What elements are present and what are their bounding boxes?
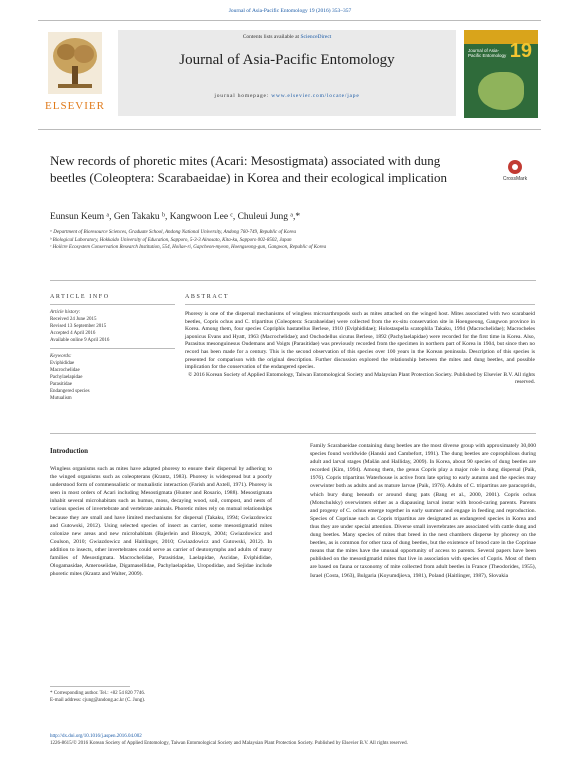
keywords-label: Keywords:	[50, 354, 72, 359]
journal-cover	[464, 30, 538, 118]
article-history	[50, 309, 175, 344]
cover-image	[478, 72, 524, 110]
elsevier-logo	[40, 30, 110, 118]
journal-homepage: journal homepage: www.elsevier.com/locate/jape	[214, 93, 360, 99]
abstract-section	[185, 294, 535, 387]
publisher-name: ELSEVIER	[45, 100, 105, 112]
article-title: New records of phoretic mites (Acari: Mesostigmata) associated with dung beetles (Coleoptera: Scarabaeidae) in Korea and their ecological implication	[50, 153, 448, 185]
sciencedirect-link[interactable]: ScienceDirect	[300, 34, 332, 40]
journal-citation	[0, 8, 580, 14]
keyword-item: Eviphididae	[50, 361, 75, 366]
divider	[50, 348, 175, 349]
keyword-item: Parasitidae	[50, 382, 72, 387]
cover-volume: 19	[509, 40, 532, 62]
abstract-body: Phoresy is one of the dispersal mechanisms of wingless microarthropods such as mites attached on the winged host. Mites associated with two scarabaeid beetles, Copris ochus and C. tripartitus (Coleoptera: Scarabaeidae) were collected from the ex-situ conservation site in Hoengseong, Gangwon province in Korea. Among them, four species Copriphis hastatellus Berlese, 1910 (Eviphididae); Holostaspella scatophila Takaku, 1994 (Macrochelidae); Macrocheles japonicus Evans and Hyatt, 1963 (Macrochelidae); and Onchodellus sicutus Berlese, 1892 (Pachylaelapidae) were recorded for the first time in Korea. Also, Parasitus mesonguinesus Oudemans and Voigts (Parasitidae) was previously recorded from the specimen in northern part of Korea in 1904, but since then no record has been made for a century. This is the second observation of this species over 100 years in the Korean peninsula. Description of this species is presented for comparison with the original description. Further discussion explored the relationship between the mites and dung beetles, and possible implication for the conservation of the endangered species.	[185, 311, 535, 371]
crossmark-button[interactable]	[495, 160, 535, 192]
history-label: Article history:	[50, 310, 81, 315]
journal-title: Journal of Asia-Pacific Entomology	[179, 52, 395, 68]
body-column-right: Family Scarabaeidae containing dung beetles are the most diverse group with approximately 30,000 species found worldwide (Hanski and Cambefort, 1991). The dung beetles are coprophilous during adult and larval stages (Mašán and Halliday, 2009). In Korea, about 90 species of dung beetles are recorded (Kim, 1994). Among them, the genus Copris play a major role in dung dispersal (Paik, 1976). Copris tripartitus Waterhouse is active from late spring to early autumn and the species may overwinter both as adults and as mature larvae (Paik, 1976). Adults of C. tripartitus are paracoprids, which bury dung beneath or around dung pats (Bang et al., 2000, 2001). Copris ochus (Motschulsky) overwinters either as a diapausing larval instar with brood-caring parents. Parents and progeny of C. ochus emerge together in early summer and engage in feeding and reproduction. Species of Coprinae such as Copris tripartitus are designated as endangered species in Korea and thus they are under special attention. Diverse small invertebrates are associated with cattle dung and dung beetles. Many species of mites that breed in the nest chambers disperse by phoresy on the beetles, as is common for other taxa of dung beetles, but the existence of brood care in the Coprinae means that the mites have the unusual opportunity of access to parents. Several papers have been published on the mesostigmatid mites that live in association with species of Copris. Most of them are based on fauna or taxonomy of mite collected from adult beetles in France (Theodorides, 1955), Israel (Costa, 1963), Bulgaria (Koyumdjieva, 1981), Poland (Haitlinger, 1987), Slovakia	[310, 443, 536, 579]
divider	[50, 304, 175, 305]
keyword-item: Pachylaelapidae	[50, 375, 83, 380]
abstract-copyright: © 2016 Korean Society of Applied Entomology, Taiwan Entomological Society and Malaysian Plant Protection Society. Published by Elsevier B.V. All rights reserved.	[188, 371, 535, 386]
homepage-link[interactable]: www.elsevier.com/locate/jape	[271, 93, 360, 99]
footer	[50, 733, 536, 747]
contents-line: Contents lists available at ScienceDirect	[242, 34, 332, 40]
crossmark-label: CrossMark	[502, 176, 528, 182]
issn-copyright: 1226-8615/© 2016 Korean Society of Applied Entomology, Taiwan Entomological Society and Malaysian Plant Protection Society. Published by Elsevier B.V. All rights reserved.	[50, 741, 408, 746]
footnote-divider	[50, 686, 130, 687]
divider	[50, 280, 536, 281]
elsevier-tree-icon	[48, 32, 102, 94]
history-item: Accepted 4 April 2016	[50, 331, 96, 336]
article-info	[50, 294, 175, 402]
article-info-heading: ARTICLE INFO	[50, 294, 110, 300]
keyword-item: Mutualism	[50, 396, 72, 401]
keyword-item: Endangered species	[50, 389, 90, 394]
author-email[interactable]: E-mail address: cjung@andong.ac.kr (C. Jung).	[50, 698, 146, 703]
section-heading: Introduction	[50, 447, 88, 455]
keyword-item: Macrochelidae	[50, 368, 80, 373]
crossmark-icon	[508, 160, 522, 174]
journal-info-box	[118, 30, 456, 116]
citation-link[interactable]: Journal of Asia-Pacific Entomology 19 (2016) 353–357	[228, 8, 352, 14]
history-item: Available online 9 April 2016	[50, 338, 110, 343]
divider	[185, 304, 535, 305]
body-column-left: Wingless organisms such as mites have adapted phoresy to ensure their dispersal by adhering to the winged organisms such as coleopterans (Krantz, 1983). Phoresy is widespread but a poorly understood form of commensalistic or mutualistic interaction (Farish and Axtell, 1971). Phoresy is seen in most orders of Acari including Mesostigmata (Hunter and Rosario, 1988). Mesostigmata inhabit several microhabitats such as humus, moss, decaying wood, soil, compost, and nests of various species of invertebrate and vertebrate animals. Phoretic mites rely on mutual relationships because they are small and have limited mechanisms for dispersal (Takaku, 1994; Gwiazdowicz and Gutowski, 2012). Using selected species of insect as carrier, some mesostigmatid mites colonize new areas and new microhabitats (Bajerlein and Bloszyk, 2004; Gwiazdowicz and Coulson, 2010; Gwiazdowicz and Haitlinger, 2010; Gwiazdowicz and Gutowski, 2012). In addition to insects, other invertebrates could serve as carrier of deutonymphs and adults of many families of Mesostigmata. Macrochelidae, Parasitidae, Laelapidae, Ascidae, Eviphididae, Ologamasidae, Ameroseiidae, Digamasellidae, Pachylaelapidae, Uropodidae, and Sejidae include phoretic mites (Krantz and Walter, 2009).	[50, 466, 272, 578]
abstract-heading: ABSTRACT	[185, 294, 230, 300]
doi-link[interactable]: http://dx.doi.org/10.1016/j.aspen.2016.04.002	[50, 734, 142, 739]
footnote	[50, 690, 272, 704]
history-item: Received 24 June 2015	[50, 317, 97, 322]
divider	[50, 433, 536, 434]
author-list: Eunsun Keum ᵃ, Gen Takaku ᵇ, Kangwoon Lee ᶜ, Chuleui Jung ᵃ,*	[50, 212, 301, 222]
history-item: Revised 13 September 2015	[50, 324, 107, 329]
affiliation-item: ᶜ Hoilcre Ecosystem Conservation Research Institution, 554, Hoilae-ri, Gapcheon-myeon, Hoengseong-gun, Gangwon, Republic of Korea	[50, 245, 327, 250]
corresponding-author: * Corresponding author. Tel.: +82 54 820 7746.	[50, 691, 146, 696]
affiliation-item: ᵃ Department of Bioresource Sciences, Graduate School, Andong National University, Andong 760-749, Republic of Korea	[50, 230, 296, 235]
affiliations	[50, 229, 530, 252]
keywords	[50, 353, 175, 402]
affiliation-item: ᵇ Biological Laboratory, Hokkaido University of Education, Sapporo, 5-3-3 Ainosato, Kita-ku, Sapporo 002-8502, Japan	[50, 237, 292, 243]
cover-title: Journal of Asia-Pacific Entomology	[468, 48, 507, 58]
